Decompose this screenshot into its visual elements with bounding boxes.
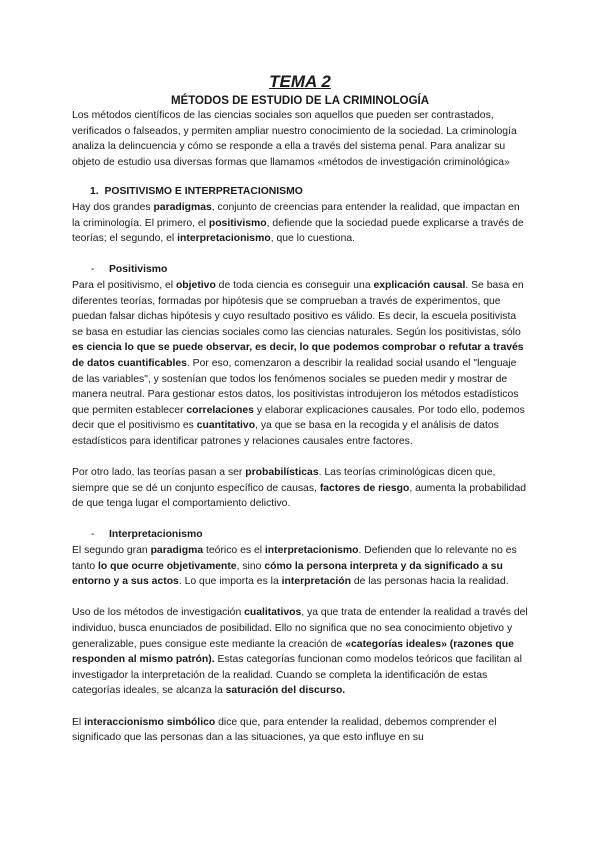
intro-paragraph: Los métodos científicos de las ciencias sociales son aquellos que pueden ser contrastados, verificados o falseados, y permiten ampliar nuestro conocimiento de la sociedad. La criminología analiza la delincuencia y cómo se responde a ella a través del sistema penal. Para analizar su objeto de estudio usa diversas formas que llamamos «métodos de investigación criminológica» (72, 110, 517, 168)
document-title: TEMA 2 (269, 72, 331, 91)
subheading-positivismo: - Positivismo (72, 262, 528, 278)
bullet-dash: - (91, 264, 95, 276)
document-subtitle: MÉTODOS DE ESTUDIO DE LA CRIMINOLOGÍA (170, 95, 430, 107)
interpretacionismo-paragraph-2: Uso de los métodos de investigación cualitativos, ya que trata de entender la realidad a través del individuo, busca enunciados de posibilidad. Ello no significa que no sea conocimiento objetivo y generalizable, pues consigue este mediante la creación de «categorías ideales» (razones que responden al mismo patrón). Estas categorías funcionan como modelos teóricos que facilitan al investigador la interpretación de la realidad. Cuando se completa la identificación de estas categorías ideales, se alcanza la saturación del discurso. (72, 607, 528, 697)
interpretacionismo-paragraph: El segundo gran paradigma teórico es el interpretacionismo. Defienden que lo relevante no es tanto lo que ocurre objetivamente, sino cómo la persona interpreta y da significado a su entorno y a sus actos. Lo que importa es la interpretación de las personas hacia la realidad. (72, 545, 517, 588)
positivismo-paragraph-2: Por otro lado, las teorías pasan a ser probabilísticas. Las teorías criminológicas dicen que, siempre que se dé un conjunto específico de causas, factores de riesgo, aumenta la probabilidad de que tenga lugar el comportamiento delictivo. (72, 467, 527, 510)
section-number: 1. (90, 186, 99, 198)
section-heading (72, 184, 528, 200)
document-page (72, 72, 528, 746)
subheading-interpretacionismo: - Interpretacionismo (72, 527, 528, 543)
positivismo-paragraph: Para el positivismo, el objetivo de toda ciencia es conseguir una explicación causal. Se basa en diferentes teorías, formadas por hipótesis que se comprueban a través de experimentos, que puedan falsar dichas hipótesis y cuyo resultado positivo es válido. Es decir, la escuela positivista se basa en estudiar las ciencias sociales como las ciencias naturales. Según los positivistas, sólo es ciencia lo que se puede observar, es decir, lo que podemos comprobar o refutar a través de datos cuantificables. Por eso, comenzaron a describir la realidad social usando el "lenguaje de las variables", y sostenían que todos los fenómenos sociales se pueden medir y mostrar de manera neutral. Para gestionar estos datos, los positivistas introdujeron los métodos estadísticos que permiten establecer correlaciones y elaborar explicaciones causales. Por todo ello, podemos decir que el positivismo es cuantitativo, ya que se basa en la recogida y el análisis de datos estadísticos para identificar patrones y relaciones causales entre factores. (72, 279, 525, 447)
bullet-dash: - (91, 529, 95, 541)
section-paragraph: Hay dos grandes paradigmas, conjunto de creencias para entender la realidad, que impactan en la criminología. El primero, el positivismo, defiende que la sociedad puede explicarse a través de teorías; el segundo, el interpretacionismo, que lo cuestiona. (72, 201, 524, 245)
section-title: POSITIVISMO E INTERPRETACIONISMO (104, 186, 303, 198)
interpretacionismo-paragraph-3: El interaccionismo simbólico dice que, para entender la realidad, debemos comprender el significado que las personas dan a las situaciones, ya que esto influye en su (72, 716, 497, 744)
